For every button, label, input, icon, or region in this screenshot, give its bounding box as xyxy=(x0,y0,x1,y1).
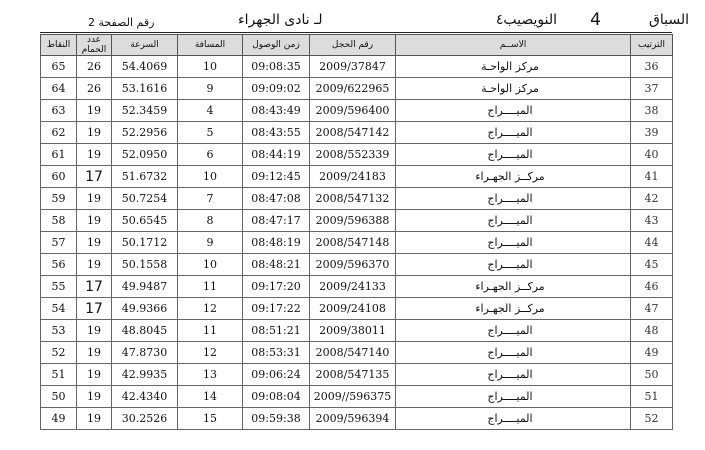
cell-arrival: 08:43:49 xyxy=(243,100,310,122)
cell-speed: 47.8730 xyxy=(112,342,178,364)
cell-ring: 2009/596400 xyxy=(310,100,396,122)
cell-ring: 2009//596375 xyxy=(310,386,396,408)
cell-points: 51 xyxy=(41,364,77,386)
cell-rank: 47 xyxy=(631,298,673,320)
cell-ring: 2009/24108 xyxy=(310,298,396,320)
race-name: النويصيب٤ xyxy=(495,12,557,28)
cell-arrival: 09:17:22 xyxy=(243,298,310,320)
cell-speed: 42.4340 xyxy=(112,386,178,408)
cell-ring: 2009/596394 xyxy=(310,408,396,430)
cell-birds: 19 xyxy=(77,188,112,210)
cell-name: الميــــراج xyxy=(396,386,631,408)
col-header-ring: رقم الحجل xyxy=(310,35,396,56)
cell-distance: 9 xyxy=(178,232,243,254)
table-row xyxy=(41,166,673,188)
cell-name: مركــز الجهـراء xyxy=(396,276,631,298)
cell-speed: 48.8045 xyxy=(112,320,178,342)
cell-points: 64 xyxy=(41,78,77,100)
cell-ring: 2008/547142 xyxy=(310,122,396,144)
cell-distance: 10 xyxy=(178,166,243,188)
cell-arrival: 09:08:04 xyxy=(243,386,310,408)
cell-speed: 50.1712 xyxy=(112,232,178,254)
cell-arrival: 09:09:02 xyxy=(243,78,310,100)
cell-ring: 2009/596388 xyxy=(310,210,396,232)
cell-rank: 48 xyxy=(631,320,673,342)
cell-speed: 53.1616 xyxy=(112,78,178,100)
cell-points: 57 xyxy=(41,232,77,254)
cell-speed: 50.1558 xyxy=(112,254,178,276)
cell-rank: 46 xyxy=(631,276,673,298)
cell-ring: 2009/622965 xyxy=(310,78,396,100)
cell-name: الميــــراج xyxy=(396,342,631,364)
cell-distance: 12 xyxy=(178,298,243,320)
cell-ring: 2009/24133 xyxy=(310,276,396,298)
cell-birds: 19 xyxy=(77,210,112,232)
cell-speed: 42.9935 xyxy=(112,364,178,386)
cell-name: الميــــراج xyxy=(396,254,631,276)
results-table xyxy=(40,34,673,430)
cell-ring: 2009/24183 xyxy=(310,166,396,188)
cell-name: الميــــراج xyxy=(396,100,631,122)
cell-name: الميــــراج xyxy=(396,320,631,342)
cell-points: 55 xyxy=(41,276,77,298)
cell-name: مركــز الجهـراء xyxy=(396,298,631,320)
cell-arrival: 08:47:17 xyxy=(243,210,310,232)
cell-distance: 7 xyxy=(178,188,243,210)
cell-birds: 17 xyxy=(77,166,112,188)
table-row xyxy=(41,364,673,386)
table-row xyxy=(41,56,673,78)
cell-name: مركز الواحـة xyxy=(396,78,631,100)
cell-name: الميــــراج xyxy=(396,144,631,166)
cell-distance: 8 xyxy=(178,210,243,232)
cell-points: 62 xyxy=(41,122,77,144)
cell-ring: 2009/38011 xyxy=(310,320,396,342)
cell-distance: 5 xyxy=(178,122,243,144)
cell-points: 54 xyxy=(41,298,77,320)
cell-arrival: 08:48:21 xyxy=(243,254,310,276)
cell-points: 58 xyxy=(41,210,77,232)
cell-distance: 9 xyxy=(178,78,243,100)
cell-arrival: 08:48:19 xyxy=(243,232,310,254)
col-header-points: النقاط xyxy=(41,35,77,56)
table-row xyxy=(41,254,673,276)
cell-arrival: 08:53:31 xyxy=(243,342,310,364)
cell-rank: 52 xyxy=(631,408,673,430)
cell-birds: 19 xyxy=(77,254,112,276)
cell-distance: 15 xyxy=(178,408,243,430)
header-divider xyxy=(40,32,672,33)
cell-speed: 52.0950 xyxy=(112,144,178,166)
cell-rank: 43 xyxy=(631,210,673,232)
cell-birds: 19 xyxy=(77,386,112,408)
cell-distance: 10 xyxy=(178,56,243,78)
cell-rank: 38 xyxy=(631,100,673,122)
cell-speed: 52.3459 xyxy=(112,100,178,122)
cell-distance: 11 xyxy=(178,320,243,342)
page-number-label: رقم الصفحة 2 xyxy=(88,16,155,29)
table-row xyxy=(41,78,673,100)
cell-name: مركــز الجهـراء xyxy=(396,166,631,188)
cell-arrival: 08:43:55 xyxy=(243,122,310,144)
cell-name: الميــــراج xyxy=(396,188,631,210)
cell-rank: 42 xyxy=(631,188,673,210)
cell-arrival: 08:51:21 xyxy=(243,320,310,342)
col-header-birds: عدد الحمام xyxy=(77,35,112,56)
cell-ring: 2009/37847 xyxy=(310,56,396,78)
col-header-name: الاســم xyxy=(396,35,631,56)
cell-points: 49 xyxy=(41,408,77,430)
cell-rank: 51 xyxy=(631,386,673,408)
cell-name: الميــــراج xyxy=(396,210,631,232)
col-header-rank: الترتيب xyxy=(631,35,673,56)
cell-arrival: 09:59:38 xyxy=(243,408,310,430)
cell-ring: 2009/596370 xyxy=(310,254,396,276)
col-header-speed: السرعة xyxy=(112,35,178,56)
cell-points: 61 xyxy=(41,144,77,166)
cell-rank: 41 xyxy=(631,166,673,188)
cell-points: 50 xyxy=(41,386,77,408)
cell-distance: 13 xyxy=(178,364,243,386)
race-label: السباق xyxy=(649,12,689,28)
cell-distance: 10 xyxy=(178,254,243,276)
cell-name: الميــــراج xyxy=(396,122,631,144)
cell-speed: 49.9487 xyxy=(112,276,178,298)
cell-birds: 17 xyxy=(77,298,112,320)
cell-ring: 2008/547140 xyxy=(310,342,396,364)
table-row xyxy=(41,298,673,320)
cell-arrival: 09:17:20 xyxy=(243,276,310,298)
cell-birds: 19 xyxy=(77,364,112,386)
cell-arrival: 09:12:45 xyxy=(243,166,310,188)
cell-speed: 52.2956 xyxy=(112,122,178,144)
cell-birds: 19 xyxy=(77,320,112,342)
table-row xyxy=(41,342,673,364)
cell-speed: 30.2526 xyxy=(112,408,178,430)
cell-rank: 39 xyxy=(631,122,673,144)
cell-birds: 17 xyxy=(77,276,112,298)
cell-points: 52 xyxy=(41,342,77,364)
cell-rank: 37 xyxy=(631,78,673,100)
cell-rank: 49 xyxy=(631,342,673,364)
cell-rank: 44 xyxy=(631,232,673,254)
cell-points: 53 xyxy=(41,320,77,342)
cell-name: الميــــراج xyxy=(396,232,631,254)
cell-rank: 36 xyxy=(631,56,673,78)
table-row xyxy=(41,188,673,210)
cell-birds: 26 xyxy=(77,56,112,78)
cell-speed: 51.6732 xyxy=(112,166,178,188)
cell-name: الميــــراج xyxy=(396,408,631,430)
race-number: 4 xyxy=(590,10,601,30)
cell-distance: 11 xyxy=(178,276,243,298)
cell-points: 65 xyxy=(41,56,77,78)
cell-name: مركز الواحـة xyxy=(396,56,631,78)
cell-points: 60 xyxy=(41,166,77,188)
cell-birds: 19 xyxy=(77,342,112,364)
cell-speed: 49.9366 xyxy=(112,298,178,320)
cell-birds: 19 xyxy=(77,100,112,122)
cell-distance: 12 xyxy=(178,342,243,364)
cell-rank: 50 xyxy=(631,364,673,386)
cell-distance: 6 xyxy=(178,144,243,166)
table-row xyxy=(41,210,673,232)
cell-speed: 54.4069 xyxy=(112,56,178,78)
cell-ring: 2008/552339 xyxy=(310,144,396,166)
cell-speed: 50.7254 xyxy=(112,188,178,210)
cell-birds: 19 xyxy=(77,232,112,254)
table-row xyxy=(41,276,673,298)
cell-name: الميــــراج xyxy=(396,364,631,386)
col-header-distance: المسافة xyxy=(178,35,243,56)
cell-arrival: 08:47:08 xyxy=(243,188,310,210)
table-header-row xyxy=(41,35,673,56)
table-row xyxy=(41,122,673,144)
col-header-arrival: زمن الوصول xyxy=(243,35,310,56)
cell-distance: 14 xyxy=(178,386,243,408)
table-row xyxy=(41,144,673,166)
cell-birds: 19 xyxy=(77,122,112,144)
table-row xyxy=(41,100,673,122)
club-name: لـ نادى الجهراء xyxy=(238,12,323,28)
cell-birds: 19 xyxy=(77,144,112,166)
cell-distance: 4 xyxy=(178,100,243,122)
table-row xyxy=(41,386,673,408)
cell-points: 59 xyxy=(41,188,77,210)
cell-points: 63 xyxy=(41,100,77,122)
cell-points: 56 xyxy=(41,254,77,276)
cell-birds: 26 xyxy=(77,78,112,100)
table-row xyxy=(41,232,673,254)
cell-ring: 2008/547135 xyxy=(310,364,396,386)
table-row xyxy=(41,320,673,342)
cell-speed: 50.6545 xyxy=(112,210,178,232)
cell-arrival: 08:44:19 xyxy=(243,144,310,166)
cell-ring: 2008/547148 xyxy=(310,232,396,254)
cell-ring: 2008/547132 xyxy=(310,188,396,210)
cell-arrival: 09:08:35 xyxy=(243,56,310,78)
table-row xyxy=(41,408,673,430)
cell-rank: 45 xyxy=(631,254,673,276)
cell-birds: 19 xyxy=(77,408,112,430)
cell-arrival: 09:06:24 xyxy=(243,364,310,386)
cell-rank: 40 xyxy=(631,144,673,166)
